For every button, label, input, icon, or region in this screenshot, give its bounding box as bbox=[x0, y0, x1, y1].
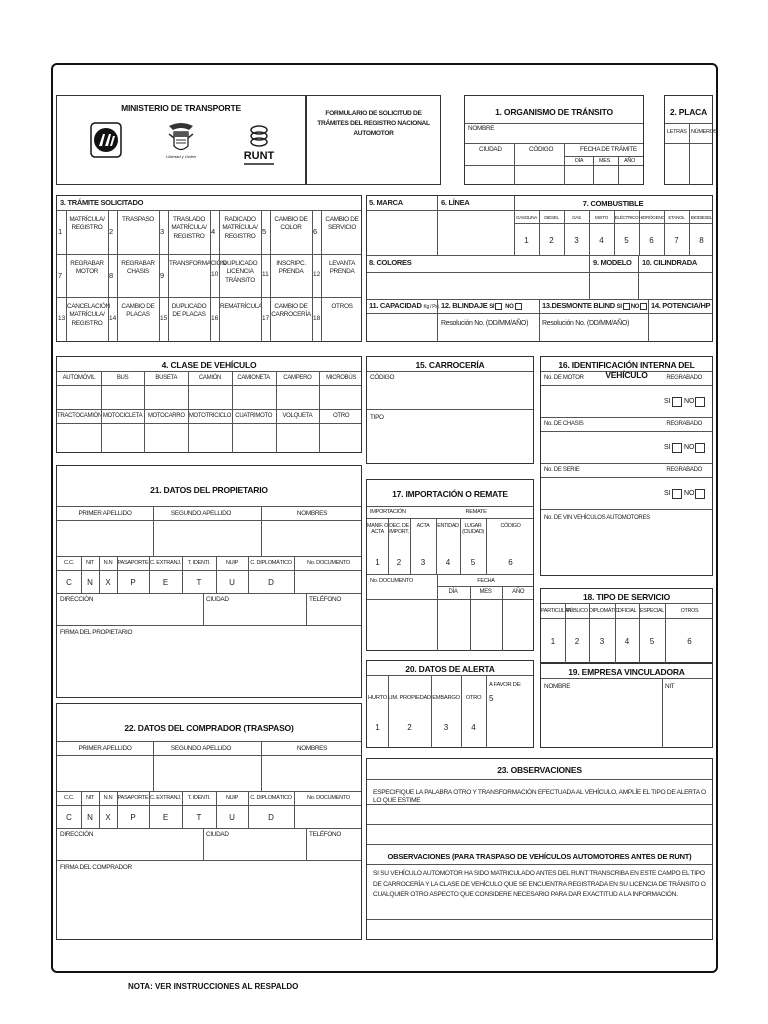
alerta-col-label: HURTO bbox=[368, 695, 387, 701]
propietario-doc-type: T. IDENTI. bbox=[187, 560, 211, 566]
propietario-doc-type: N.N bbox=[103, 560, 113, 566]
imp-mes-label: MES bbox=[479, 589, 492, 595]
placa-letras-label: LETRAS bbox=[667, 129, 687, 135]
potencia-label: 14. POTENCIA/HP bbox=[651, 301, 711, 310]
comprador-doc-letter[interactable]: X bbox=[105, 813, 111, 822]
imp-col-label: DEC. DE IMPORT. bbox=[389, 523, 409, 536]
ident-regrabado-label: REGRABADO bbox=[666, 421, 702, 427]
ident-si-label: SI bbox=[664, 444, 671, 451]
alerta-col-number[interactable]: 5 bbox=[489, 694, 494, 703]
comb-type-number[interactable]: 3 bbox=[574, 236, 579, 245]
imp-col-number[interactable]: 2 bbox=[396, 558, 402, 567]
comprador-doc-type: C.C. bbox=[64, 795, 74, 801]
clase-title: 4. CLASE DE VEHÍCULO bbox=[161, 360, 257, 370]
imp-col-label: ENTIDAD bbox=[437, 523, 459, 529]
coat-of-arms-motto: Libertad y Orden bbox=[166, 154, 196, 159]
tramite-item-label[interactable]: REGRABAR MOTOR bbox=[70, 260, 104, 276]
imp-remate-label: REMATE bbox=[465, 509, 487, 515]
propietario-doc-type: NUIP bbox=[225, 560, 239, 566]
imp-col-number[interactable]: 3 bbox=[420, 558, 426, 567]
tramite-item-number: 2 bbox=[109, 227, 114, 236]
propietario-firma: FIRMA DEL PROPIETARIO bbox=[60, 629, 133, 636]
comb-type-number[interactable]: 5 bbox=[624, 236, 629, 245]
form-title-box bbox=[306, 95, 441, 185]
comprador-nombres: NOMBRES bbox=[296, 745, 328, 752]
imp-col-label: MANIF. O ACTA bbox=[367, 523, 388, 536]
blindaje-si: SI bbox=[489, 304, 495, 310]
comb-type-label: HIDRÓGENO bbox=[639, 215, 665, 220]
combustible-label: 7. COMBUSTIBLE bbox=[582, 199, 644, 208]
propietario-primer-apellido: PRIMER APELLIDO bbox=[78, 510, 132, 517]
alerta-divider bbox=[431, 675, 432, 748]
comprador-firma: FIRMA DEL COMPRADOR bbox=[60, 864, 132, 871]
propietario-doc-type: C.C. bbox=[64, 560, 74, 566]
propietario-doc-type: NIT bbox=[85, 560, 95, 566]
tramite-item-label[interactable]: OTROS bbox=[331, 303, 353, 310]
comb-type-label: DIESEL bbox=[544, 215, 559, 220]
tramite-item-label[interactable]: CAMBIO DE CARROCERÍA bbox=[271, 303, 311, 319]
desmonte-title: 13.DESMONTE BLIND bbox=[542, 301, 615, 310]
propietario-doc-type: C. EXTRANJ. bbox=[150, 560, 181, 566]
propietario-doc-letter[interactable]: P bbox=[130, 578, 136, 587]
comb-type-label: ETANOL bbox=[668, 215, 685, 220]
propietario-box bbox=[56, 465, 362, 698]
empresa-title: 19. EMPRESA VINCULADORA bbox=[568, 667, 685, 677]
capacidad-title: 11. CAPACIDAD bbox=[369, 301, 422, 310]
alerta-col-label: LIM. PROPIEDAD bbox=[388, 695, 431, 701]
propietario-doc-type: PASAPORTE bbox=[117, 560, 149, 566]
identificacion-box bbox=[540, 356, 713, 576]
comprador-doc-type: T. IDENTI. bbox=[187, 795, 211, 801]
propietario-doc-letter[interactable]: U bbox=[229, 578, 235, 587]
serv-type-label: DIPLOMÁTIC. bbox=[589, 608, 621, 614]
ident-chasis-label: No. DE CHASIS bbox=[544, 421, 584, 427]
serv-type-number[interactable]: 3 bbox=[599, 637, 605, 646]
placa-title: 2. PLACA bbox=[669, 107, 708, 117]
ident-no-label: NO bbox=[684, 444, 695, 451]
clase-divider bbox=[276, 371, 277, 453]
organismo-codigo-label: CÓDIGO bbox=[529, 146, 554, 153]
ident-row-line bbox=[541, 509, 712, 510]
comprador-row-line bbox=[57, 805, 361, 806]
propietario-row-line bbox=[57, 625, 361, 626]
ident-row-line bbox=[541, 463, 712, 464]
identificacion-title: 16. IDENTIFICACIÓN INTERNA DEL VEHÍCULO bbox=[558, 360, 695, 380]
comprador-ciudad: CIUDAD bbox=[206, 831, 229, 838]
comprador-row-line bbox=[57, 828, 361, 829]
ident-no-checkbox[interactable] bbox=[695, 443, 705, 453]
propietario-telefono: TELÉFONO bbox=[309, 596, 342, 603]
clase-box bbox=[56, 356, 362, 453]
serv-type-number[interactable]: 6 bbox=[687, 637, 692, 646]
tramite-item-label[interactable]: REMATRÍCULA bbox=[220, 303, 263, 310]
ident-si-checkbox[interactable] bbox=[672, 443, 682, 453]
observaciones-text: ESPECIFIQUE LA PALABRA OTRO Y TRANSFORMACIÓN EFECTUADA AL VEHÍCULO, AMPLÍE EL TIPO DE ALERTA O LO QUE ESTIME bbox=[373, 789, 706, 804]
comprador-segundo-apellido: SEGUNDO APELLIDO bbox=[170, 745, 232, 752]
vehiculo-top-box bbox=[366, 195, 713, 342]
clase-option[interactable]: TRACTOCAMIÓN bbox=[57, 413, 102, 419]
organismo-nombre-label: NOMBRE bbox=[468, 125, 495, 132]
importacion-title: 17. IMPORTACIÓN O REMATE bbox=[392, 489, 508, 499]
imp-importacion-label: IMPORTACIÓN bbox=[370, 509, 406, 515]
tramite-item-label[interactable]: TRASPASO bbox=[122, 216, 154, 223]
alerta-col-label: A FAVOR DE: bbox=[489, 682, 522, 688]
imp-row-line bbox=[367, 599, 533, 600]
ministry-title: MINISTERIO DE TRANSPORTE bbox=[121, 103, 241, 113]
alerta-divider bbox=[461, 675, 462, 748]
clase-option[interactable]: MOTOTRICICLO bbox=[188, 413, 232, 419]
runt-logo-text: RUNT bbox=[243, 150, 275, 162]
tramite-item-label[interactable]: CAMBIO DE PLACAS bbox=[121, 303, 155, 319]
desmonte-si: SI bbox=[616, 304, 622, 310]
ident-vin-label: No. DE VIN VEHÍCULOS AUTOMOTORES bbox=[544, 515, 650, 521]
ministry-header bbox=[56, 95, 306, 185]
comb-type-label: ELÉCTRICO bbox=[614, 215, 639, 220]
alerta-divider bbox=[486, 675, 487, 748]
ident-regrabado-label: REGRABADO bbox=[666, 375, 702, 381]
tramite-item-label[interactable]: CAMBIO DE COLOR bbox=[274, 216, 308, 232]
comb-type-number[interactable]: 1 bbox=[524, 236, 529, 245]
serv-type-label: OFICIAL bbox=[617, 608, 637, 614]
alerta-title: 20. DATOS DE ALERTA bbox=[405, 664, 495, 674]
tramite-item-number: 6 bbox=[313, 227, 318, 236]
observaciones-traspaso-title: OBSERVACIONES (PARA TRASPASO DE VEHÍCULOS AUTOMOTORES ANTES DE RUNT) bbox=[387, 852, 692, 861]
clase-option[interactable]: MICROBÚS bbox=[326, 375, 357, 381]
comprador-divider bbox=[203, 828, 204, 860]
serv-type-label: OTROS bbox=[680, 608, 699, 614]
tramite-item-label[interactable]: TRANSFORMACIÓN bbox=[169, 260, 226, 267]
propietario-doc-letter[interactable]: T bbox=[196, 578, 202, 587]
serv-type-label: PARTICULAR bbox=[541, 608, 572, 614]
tramite-item-number: 7 bbox=[58, 270, 63, 280]
empresa-nit-label: NIT bbox=[665, 683, 675, 690]
placa-box bbox=[664, 95, 718, 185]
imp-col-number[interactable]: 5 bbox=[470, 558, 476, 567]
imp-fecha-label: FECHA bbox=[477, 578, 495, 584]
clase-divider bbox=[101, 371, 102, 453]
ident-row-line bbox=[541, 417, 712, 418]
imp-documento-label: No. DOCUMENTO bbox=[370, 578, 413, 584]
alerta-col-number[interactable]: 4 bbox=[471, 723, 476, 732]
comprador-doc-type: No. DOCUMENTO bbox=[307, 795, 350, 801]
comprador-box bbox=[56, 703, 362, 940]
comprador-doc-letter[interactable]: T bbox=[196, 813, 202, 822]
imp-col-number[interactable]: 6 bbox=[508, 558, 513, 567]
comb-type-label: GAS bbox=[572, 215, 581, 220]
carroceria-title: 15. CARROCERÍA bbox=[415, 360, 485, 370]
tramite-item-label[interactable]: INSCRIPC. PRENDA bbox=[276, 260, 306, 276]
comprador-primer-apellido: PRIMER APELLIDO bbox=[78, 745, 132, 752]
propietario-nombres: NOMBRES bbox=[296, 510, 328, 517]
carroceria-codigo-label: CÓDIGO bbox=[370, 374, 395, 381]
marca-label: 5. MARCA bbox=[369, 198, 403, 207]
imp-row-line bbox=[367, 574, 533, 575]
propietario-doc-type: C. DIPLOMÁTICO bbox=[250, 560, 292, 566]
ident-row-line bbox=[541, 385, 712, 386]
comprador-doc-letter[interactable]: E bbox=[162, 813, 169, 822]
comb-type-number[interactable]: 8 bbox=[699, 236, 704, 245]
alerta-col-number[interactable]: 1 bbox=[375, 723, 380, 732]
clase-option[interactable]: CAMPERO bbox=[283, 375, 312, 381]
serv-type-label: PÚBLICO bbox=[566, 608, 588, 614]
organismo-anio-label: AÑO bbox=[624, 158, 636, 164]
tramite-item-number: 15 bbox=[160, 314, 168, 322]
comprador-doc-type: PASAPORTE bbox=[117, 795, 149, 801]
alerta-box bbox=[366, 660, 534, 748]
comprador-doc-type: C. EXTRANJ. bbox=[150, 795, 181, 801]
comprador-direccion: DIRECCIÓN bbox=[60, 831, 94, 838]
propietario-doc-letter[interactable]: E bbox=[162, 578, 169, 587]
comprador-doc-letter[interactable]: P bbox=[130, 813, 136, 822]
comprador-doc-letter[interactable]: D bbox=[268, 813, 274, 822]
ident-no-label: NO bbox=[684, 398, 695, 405]
cilindrada-label: 10. CILINDRADA bbox=[642, 258, 697, 267]
serv-type-label: ESPECIAL bbox=[640, 608, 664, 614]
alerta-col-number[interactable]: 3 bbox=[443, 723, 449, 732]
comprador-doc-type: C. DIPLOMÁTICO bbox=[250, 795, 292, 801]
ident-no-label: NO bbox=[684, 490, 695, 497]
tramite-item-number: 5 bbox=[262, 227, 267, 236]
clase-option[interactable]: CAMIÓN bbox=[198, 375, 222, 381]
linea-label: 6. LÍNEA bbox=[441, 198, 470, 207]
coat-of-arms-icon bbox=[165, 120, 197, 164]
propietario-doc-letter[interactable]: N bbox=[87, 578, 93, 587]
clase-option[interactable]: CUATRIMOTO bbox=[235, 413, 273, 419]
tramite-title: 3. TRÁMITE SOLICITADO bbox=[60, 198, 144, 207]
ident-row-line bbox=[541, 431, 712, 432]
ident-si-label: SI bbox=[664, 490, 671, 497]
organismo-box bbox=[464, 95, 644, 185]
placa-numeros-label: NÚMEROS bbox=[691, 129, 718, 135]
imp-col-label: LUGAR (CIUDAD) bbox=[462, 523, 484, 536]
comprador-doc-type: NUIP bbox=[225, 795, 239, 801]
tramite-item-number: 4 bbox=[211, 227, 216, 236]
organismo-dia-label: DÍA bbox=[575, 158, 584, 164]
footer-note: NOTA: VER INSTRUCCIONES AL RESPALDO bbox=[128, 982, 299, 991]
tramite-item-number: 9 bbox=[160, 270, 165, 280]
modelo-label: 9. MODELO bbox=[593, 258, 632, 267]
propietario-doc-letter[interactable]: C bbox=[66, 578, 72, 587]
comb-type-label: BIODIESEL bbox=[690, 215, 713, 220]
blindaje-no: NO bbox=[505, 304, 514, 310]
capacidad-label bbox=[369, 302, 439, 311]
clase-divider bbox=[232, 371, 233, 453]
imp-row-line bbox=[367, 518, 533, 519]
tramite-item-number: 16 bbox=[211, 314, 219, 322]
tramite-item-number: 3 bbox=[160, 227, 165, 236]
desmonte-resolucion: Resolución No. (DD/MM/AÑO) bbox=[542, 320, 630, 327]
desmonte-label bbox=[542, 302, 648, 311]
propietario-title: 21. DATOS DEL PROPIETARIO bbox=[150, 485, 268, 495]
comb-type-label: MIXTO bbox=[595, 215, 608, 220]
ident-si-label: SI bbox=[664, 398, 671, 405]
comb-type-number[interactable]: 4 bbox=[599, 236, 604, 245]
blindaje-si-checkbox[interactable] bbox=[495, 303, 502, 310]
ident-si-checkbox[interactable] bbox=[672, 397, 682, 407]
comprador-row-line bbox=[57, 755, 361, 756]
clase-option[interactable]: BUS bbox=[116, 375, 129, 381]
blindaje-no-checkbox[interactable] bbox=[515, 303, 522, 310]
serv-type-number[interactable]: 2 bbox=[574, 637, 580, 646]
clase-option[interactable]: BUSETA bbox=[155, 375, 178, 381]
blindaje-title: 12. BLINDAJE bbox=[441, 301, 488, 310]
tramite-item-number: 14 bbox=[109, 314, 117, 322]
tramite-item-number: 13 bbox=[58, 314, 66, 322]
imp-col-number[interactable]: 1 bbox=[375, 558, 380, 567]
servicio-box bbox=[540, 588, 713, 663]
colores-label: 8. COLORES bbox=[369, 258, 412, 267]
comprador-doc-letter[interactable]: N bbox=[87, 813, 93, 822]
comb-type-number[interactable]: 6 bbox=[649, 236, 654, 245]
blindaje-label bbox=[441, 302, 523, 311]
imp-col-label: ACTA bbox=[416, 523, 430, 529]
blindaje-resolucion: Resolución No. (DD/MM/AÑO) bbox=[441, 320, 529, 327]
ident-regrabado-label: REGRABADO bbox=[666, 467, 702, 473]
tramite-item-label[interactable]: CANCELACIÓN MATRÍCULA/ REGISTRO bbox=[67, 303, 110, 327]
imp-anio-label: AÑO bbox=[512, 589, 525, 595]
organismo-fecha-label: FECHA DE TRÁMITE bbox=[580, 146, 637, 153]
propietario-doc-type: No. DOCUMENTO bbox=[307, 560, 350, 566]
comprador-telefono: TELÉFONO bbox=[309, 831, 342, 838]
tramite-item-label[interactable]: MATRÍCULA/ REGISTRO bbox=[69, 216, 105, 232]
tramite-item-label[interactable]: REGRABAR CHASIS bbox=[121, 260, 155, 276]
desmonte-no: NO bbox=[630, 304, 640, 310]
organismo-mes-label: MES bbox=[599, 158, 611, 164]
tramite-item-number: 8 bbox=[109, 270, 114, 280]
tramite-item-number: 12 bbox=[313, 270, 321, 278]
ident-si-checkbox[interactable] bbox=[672, 489, 682, 499]
carroceria-tipo-label: TIPO bbox=[370, 414, 384, 421]
clase-row-line bbox=[57, 385, 361, 386]
importacion-box bbox=[366, 479, 534, 651]
serv-type-number[interactable]: 5 bbox=[649, 637, 655, 646]
propietario-segundo-apellido: SEGUNDO APELLIDO bbox=[170, 510, 232, 517]
clase-row-line bbox=[57, 423, 361, 424]
propietario-row-line bbox=[57, 593, 361, 594]
tramite-item-label[interactable]: TRASLADO MATRÍCULA/ REGISTRO bbox=[171, 216, 207, 240]
propietario-doc-letter[interactable]: D bbox=[268, 578, 274, 587]
tramite-box bbox=[56, 195, 362, 342]
comprador-title: 22. DATOS DEL COMPRADOR (TRASPASO) bbox=[124, 723, 294, 733]
clase-option[interactable]: AUTOMÓVIL bbox=[62, 375, 96, 381]
ident-row-line bbox=[541, 477, 712, 478]
tramite-item-number: 18 bbox=[313, 314, 321, 322]
ident-no-checkbox[interactable] bbox=[695, 397, 705, 407]
propietario-ciudad: CIUDAD bbox=[206, 596, 229, 603]
imp-col-number[interactable]: 4 bbox=[445, 558, 451, 567]
propietario-row-line bbox=[57, 556, 361, 557]
alerta-col-number[interactable]: 2 bbox=[407, 723, 412, 732]
clase-option[interactable]: MOTOCARRO bbox=[147, 413, 185, 419]
serv-type-number[interactable]: 4 bbox=[624, 637, 630, 646]
propietario-direccion: DIRECCIÓN bbox=[60, 596, 94, 603]
tramite-item-number: 17 bbox=[262, 314, 270, 322]
carroceria-box bbox=[366, 356, 534, 464]
clase-divider bbox=[188, 371, 189, 453]
observaciones-box bbox=[366, 758, 713, 940]
comb-type-number[interactable]: 7 bbox=[674, 236, 679, 245]
clase-divider bbox=[144, 371, 145, 453]
ident-no-checkbox[interactable] bbox=[695, 489, 705, 499]
comb-type-number[interactable]: 2 bbox=[549, 236, 554, 245]
propietario-row-line bbox=[57, 570, 361, 571]
clase-option[interactable]: VOLQUETA bbox=[282, 413, 313, 419]
propietario-divider bbox=[203, 593, 204, 625]
empresa-box bbox=[540, 663, 713, 748]
propietario-doc-letter[interactable]: X bbox=[105, 578, 111, 587]
imp-dia-label: DÍA bbox=[448, 589, 458, 595]
clase-option[interactable]: CAMIONETA bbox=[237, 375, 270, 381]
serv-type-number[interactable]: 1 bbox=[550, 637, 556, 646]
tramite-item-label[interactable]: DUPLICADO DE PLACAS bbox=[171, 303, 207, 319]
comb-type-label: GASOLINA bbox=[515, 215, 538, 220]
tramite-item-label[interactable]: LEVANTA PRENDA bbox=[328, 260, 356, 276]
comprador-row-line bbox=[57, 860, 361, 861]
desmonte-si-checkbox[interactable] bbox=[623, 303, 630, 310]
servicio-title: 18. TIPO DE SERVICIO bbox=[582, 592, 670, 602]
form-title: FORMULARIO DE SOLICITUD DE TRÁMITES DEL REGISTRO NACIONAL AUTOMOTOR bbox=[317, 110, 430, 137]
desmonte-no-checkbox[interactable] bbox=[640, 303, 647, 310]
ministry-logo-icon bbox=[90, 122, 122, 158]
alerta-col-label: OTRO bbox=[465, 695, 482, 701]
tramite-item-number: 1 bbox=[58, 227, 63, 236]
empresa-nombre-label: NOMBRE bbox=[544, 683, 571, 690]
tramite-item-label[interactable]: DUPLICADO LICENCIA TRÁNSITO bbox=[222, 260, 258, 284]
observaciones-traspaso-text: SI SU VEHÍCULO AUTOMOTOR HA SIDO MATRICULADO ANTES DEL RUNT TRANSCRIBA EN ESTE CAMPO EL TIPO DE CARROCERÍA Y LA CLASE DE VEHÍCULO QUE SE ENCUENTRA REGISTRADA EN SU LICENCIA DE TRÁNSITO O CUALQUIER OTRO ASPECTO QUE CONSIDERE NECESARIO PARA DAR EXACTITUD A LA INFORMACIÓN. bbox=[373, 870, 706, 899]
clase-divider bbox=[319, 371, 320, 453]
imp-col-label: CÓDIGO bbox=[500, 523, 521, 529]
comprador-doc-type: NIT bbox=[85, 795, 95, 801]
comprador-doc-type: N.N bbox=[103, 795, 113, 801]
runt-logo-icon bbox=[241, 122, 277, 174]
imp-row-line bbox=[437, 586, 533, 587]
comprador-divider bbox=[306, 828, 307, 860]
ident-motor-label: No. DE MOTOR bbox=[544, 375, 584, 381]
clase-option[interactable]: MOTOCICLETA bbox=[102, 413, 143, 419]
tramite-item-label[interactable]: CAMBIO DE SERVICIO bbox=[325, 216, 359, 232]
organismo-ciudad-label: CIUDAD bbox=[479, 146, 502, 153]
tramite-item-label[interactable]: RADICADO MATRÍCULA/ REGISTRO bbox=[222, 216, 258, 240]
observaciones-title: 23. OBSERVACIONES bbox=[497, 765, 582, 775]
tramite-item-number: 11 bbox=[262, 270, 269, 278]
comprador-doc-letter[interactable]: C bbox=[66, 813, 72, 822]
capacidad-unit: Kg / Psj. bbox=[423, 304, 440, 310]
alerta-divider bbox=[388, 675, 389, 748]
comprador-row-line bbox=[57, 791, 361, 792]
tramite-item-number: 10 bbox=[211, 270, 219, 278]
propietario-row-line bbox=[57, 520, 361, 521]
propietario-divider bbox=[306, 593, 307, 625]
alerta-col-label: EMBARGO bbox=[432, 695, 460, 701]
clase-option[interactable]: OTRO bbox=[333, 413, 350, 419]
ident-serie-label: No. DE SERIE bbox=[544, 467, 580, 473]
organismo-title: 1. ORGANISMO DE TRÁNSITO bbox=[495, 107, 613, 117]
comprador-doc-letter[interactable]: U bbox=[229, 813, 235, 822]
comb-row-line bbox=[514, 223, 712, 224]
